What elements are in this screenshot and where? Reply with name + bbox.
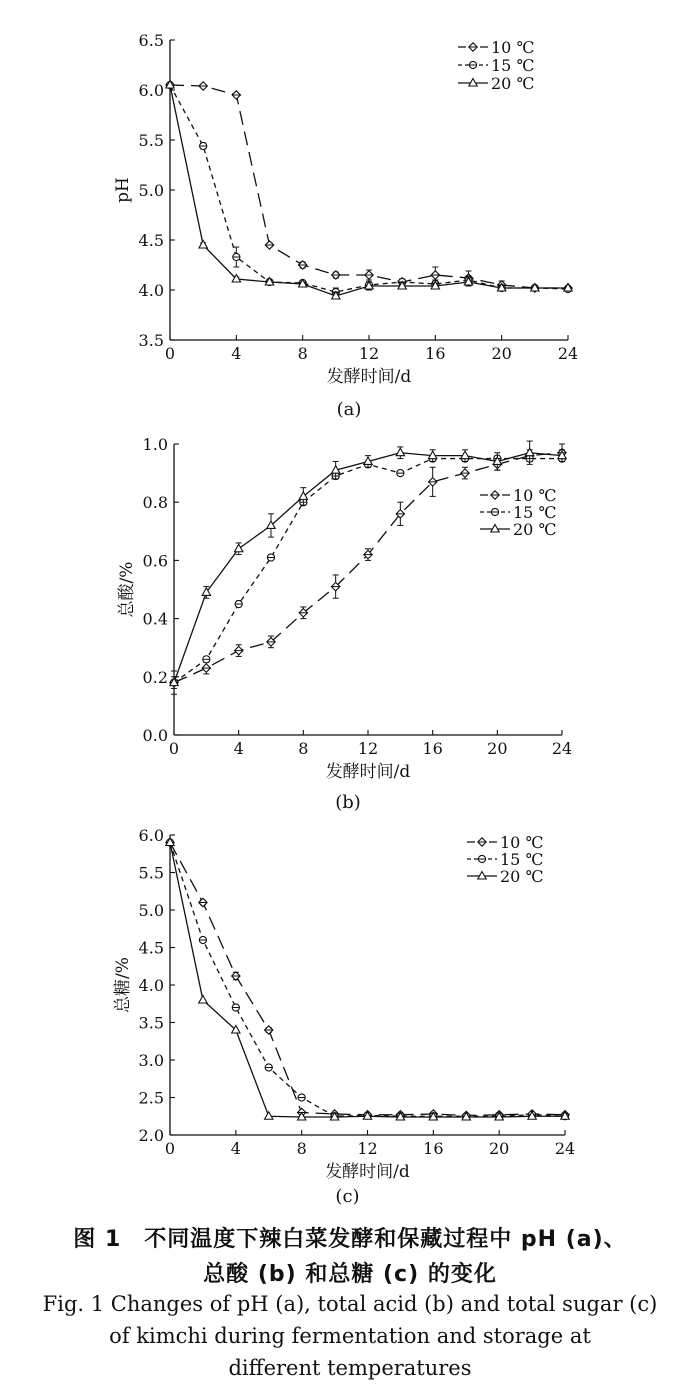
legend-marker bbox=[469, 79, 477, 87]
data-point bbox=[199, 82, 207, 90]
data-point bbox=[200, 142, 207, 149]
y-tick-label: 4.5 bbox=[138, 231, 164, 250]
y-tick-label: 2.0 bbox=[138, 1126, 164, 1145]
x-tick-label: 0 bbox=[164, 1139, 176, 1158]
legend-marker bbox=[491, 491, 499, 499]
y-tick-label: 5.0 bbox=[138, 181, 164, 200]
series-long-dash bbox=[166, 81, 572, 292]
x-tick-label: 8 bbox=[296, 1139, 307, 1158]
panel-label: (a) bbox=[336, 399, 362, 420]
legend-marker bbox=[469, 61, 476, 68]
y-tick-label: 4.5 bbox=[138, 938, 164, 958]
legend-marker bbox=[478, 838, 486, 846]
legend-label: 10 ℃ bbox=[513, 486, 557, 505]
x-tick-label: 4 bbox=[233, 739, 244, 758]
x-tick-label: 16 bbox=[422, 739, 443, 758]
y-tick-label: 6.0 bbox=[138, 81, 164, 100]
y-tick-label: 0.8 bbox=[142, 493, 168, 513]
y-tick-label: 0.0 bbox=[142, 726, 168, 745]
data-point bbox=[265, 1026, 273, 1034]
data-point bbox=[232, 1004, 239, 1011]
x-tick-label: 12 bbox=[357, 1139, 378, 1158]
data-point bbox=[233, 253, 240, 260]
data-point bbox=[235, 600, 242, 607]
x-tick-label: 0 bbox=[164, 344, 176, 363]
chart-panel-2 bbox=[117, 435, 572, 813]
x-tick-label: 12 bbox=[357, 739, 379, 758]
data-point bbox=[203, 656, 210, 663]
y-tick-label: 0.6 bbox=[142, 551, 168, 571]
x-tick-label: 4 bbox=[231, 344, 242, 363]
series-line bbox=[170, 85, 568, 292]
data-point bbox=[265, 1064, 272, 1071]
y-tick-label: 0.2 bbox=[142, 667, 168, 687]
panel-label: (c) bbox=[335, 1186, 360, 1207]
data-point bbox=[431, 271, 439, 279]
series-line bbox=[174, 459, 562, 683]
y-axis-label: 总酸/% bbox=[117, 561, 137, 618]
data-point bbox=[234, 646, 242, 654]
y-tick-label: 5.5 bbox=[138, 863, 164, 883]
series-line bbox=[174, 453, 562, 683]
x-tick-label: 20 bbox=[487, 739, 508, 758]
data-point bbox=[461, 451, 469, 459]
series-line bbox=[170, 85, 568, 296]
data-point bbox=[199, 898, 207, 906]
legend-marker bbox=[491, 525, 499, 533]
series-short-dash bbox=[166, 81, 571, 296]
y-axis-label: 总糖/% bbox=[113, 957, 133, 1013]
legend-label: 20 ℃ bbox=[491, 74, 535, 93]
x-axis-label: 发酵时间/d bbox=[326, 367, 412, 387]
y-tick-label: 4.0 bbox=[138, 976, 164, 995]
data-point bbox=[234, 544, 242, 552]
legend-label: 10 ℃ bbox=[491, 38, 535, 57]
y-tick-label: 3.5 bbox=[138, 1013, 164, 1033]
x-tick-label: 12 bbox=[358, 344, 380, 363]
x-tick-label: 8 bbox=[297, 344, 308, 363]
series-short-dash bbox=[170, 455, 565, 686]
legend-label: 20 ℃ bbox=[513, 520, 557, 539]
data-point bbox=[265, 241, 273, 249]
x-tick-label: 8 bbox=[298, 739, 309, 758]
series-solid bbox=[166, 81, 572, 300]
legend-marker bbox=[469, 43, 477, 51]
x-tick-label: 16 bbox=[423, 1139, 444, 1158]
legend-label: 15 ℃ bbox=[513, 503, 557, 522]
chart-panel-1 bbox=[113, 31, 578, 420]
x-tick-label: 0 bbox=[168, 739, 180, 758]
series-line bbox=[174, 453, 562, 683]
panel-label: (b) bbox=[335, 792, 361, 813]
y-tick-label: 4.0 bbox=[138, 281, 164, 300]
y-tick-label: 3.5 bbox=[138, 331, 164, 350]
legend-marker bbox=[478, 855, 485, 862]
series-long-dash bbox=[170, 444, 566, 688]
caption-chinese-line-1: 图 1 不同温度下辣白菜发酵和保藏过程中 pH (a)、 bbox=[73, 1227, 627, 1252]
series-solid bbox=[170, 441, 566, 694]
data-point bbox=[428, 478, 436, 486]
x-tick-label: 20 bbox=[491, 344, 512, 363]
data-point bbox=[202, 664, 210, 672]
x-tick-label: 24 bbox=[551, 739, 573, 758]
x-tick-label: 20 bbox=[488, 1139, 510, 1158]
legend-label: 20 ℃ bbox=[500, 867, 544, 886]
y-tick-label: 0.4 bbox=[142, 609, 168, 629]
data-point bbox=[232, 972, 240, 980]
x-tick-label: 4 bbox=[230, 1139, 241, 1158]
x-axis-label: 发酵时间/d bbox=[325, 1162, 410, 1182]
chart-panel-3 bbox=[113, 826, 575, 1207]
x-tick-label: 24 bbox=[557, 344, 579, 363]
y-tick-label: 2.5 bbox=[138, 1088, 164, 1108]
legend-label: 10 ℃ bbox=[500, 833, 544, 852]
y-tick-label: 1.0 bbox=[142, 435, 168, 454]
legend-label: 15 ℃ bbox=[500, 850, 544, 869]
data-point bbox=[396, 448, 404, 456]
caption-english-line-2: of kimchi during fermentation and storage at bbox=[109, 1324, 591, 1348]
legend-label: 15 ℃ bbox=[491, 56, 535, 75]
y-tick-label: 5.0 bbox=[138, 901, 164, 920]
data-point bbox=[298, 1094, 305, 1101]
data-point bbox=[365, 271, 373, 279]
data-point bbox=[265, 1112, 273, 1120]
x-tick-label: 16 bbox=[425, 344, 446, 363]
y-tick-label: 6.0 bbox=[138, 826, 164, 845]
data-point bbox=[267, 554, 274, 561]
data-point bbox=[299, 492, 307, 500]
data-point bbox=[199, 936, 206, 943]
caption-english-line-3: different temperatures bbox=[228, 1356, 472, 1380]
legend-marker bbox=[478, 872, 486, 880]
legend-marker bbox=[491, 508, 498, 515]
y-tick-label: 3.0 bbox=[138, 1051, 164, 1070]
series-line bbox=[170, 85, 568, 288]
data-point bbox=[199, 241, 207, 249]
caption-english-line-1: Fig. 1 Changes of pH (a), total acid (b) and total sugar (c) bbox=[42, 1292, 658, 1316]
y-tick-label: 6.5 bbox=[138, 31, 164, 50]
data-point bbox=[199, 996, 207, 1004]
caption-chinese-line-2: 总酸 (b) 和总糖 (c) 的变化 bbox=[203, 1262, 497, 1287]
y-tick-label: 5.5 bbox=[138, 131, 164, 150]
x-tick-label: 24 bbox=[554, 1139, 576, 1158]
x-axis-label: 发酵时间/d bbox=[325, 762, 411, 782]
data-point bbox=[397, 470, 404, 477]
y-axis-label: pH bbox=[113, 177, 133, 203]
data-point bbox=[461, 469, 469, 477]
data-point bbox=[232, 91, 240, 99]
